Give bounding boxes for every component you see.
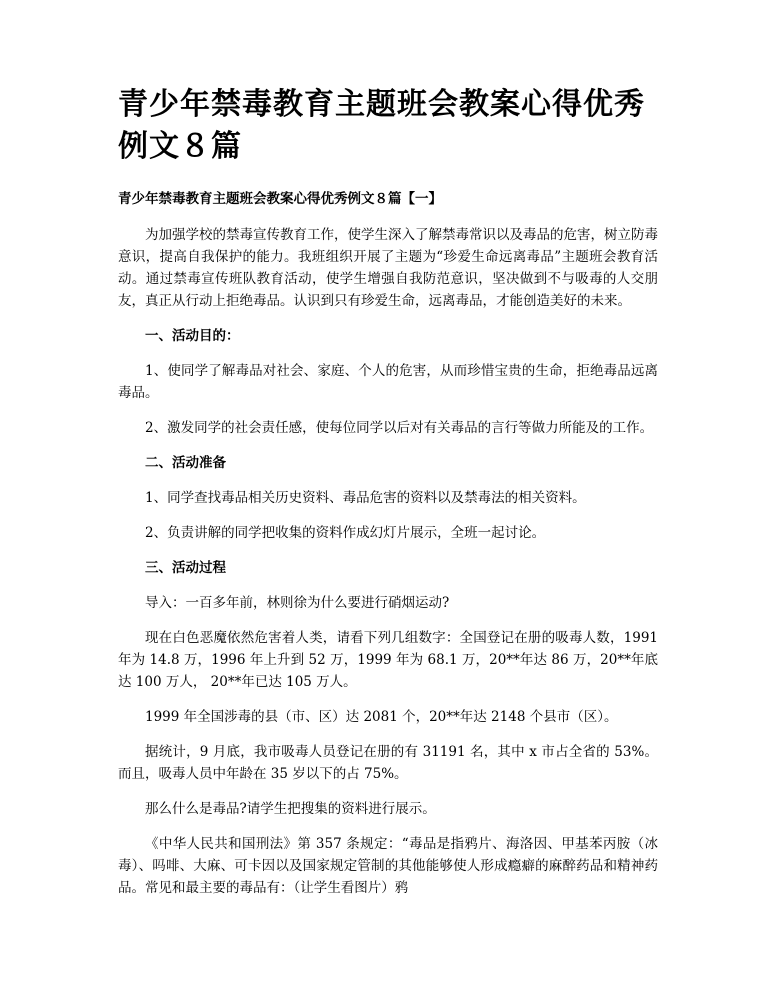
goal-paragraph-1: 1、使同学了解毒品对社会、家庭、个人的危害，从而珍惜宝贵的生命，拒绝毒品远离毒品。 xyxy=(118,363,658,401)
process-paragraph-3: 1999 年全国涉毒的县（市、区）达 2081 个，20**年达 2148 个县市（区）。 xyxy=(145,709,618,725)
process-paragraph-6: 《中华人民共和国刑法》第 357 条规定：“毒品是指鸦片、海洛因、甲基苯丙胺（冰毒）、吗啡、大麻、可卡因以及国家规定管制的其他能够使人形成瘾癖的麻醉药品和精神药品。常见和最主要的毒品有：（让学生看图片）鸦 xyxy=(118,836,658,896)
document-title: 青少年禁毒教育主题班会教案心得优秀例文８篇 xyxy=(118,87,645,164)
intro-paragraph: 为加强学校的禁毒宣传教育工作，使学生深入了解禁毒常识以及毒品的危害，树立防毒意识，提高自我保护的能力。我班组织开展了主题为“珍爱生命远离毒品”主题班会教育活动。通过禁毒宣传班队教育活动，使学生增强自我防范意识，坚决做到不与吸毒的人交朋友，真正从行动上拒绝毒品。认识到只有珍爱生命，远离毒品，才能创造美好的未来。 xyxy=(118,227,658,309)
process-paragraph-4: 据统计，9 月底，我市吸毒人员登记在册的有 31191 名，其中 x 市占全省的 53%。而且，吸毒人员中年龄在 35 岁以下的占 75%。 xyxy=(118,744,658,782)
prep-paragraph-2: 2、负责讲解的同学把收集的资料作成幻灯片展示，全班一起讨论。 xyxy=(145,525,546,541)
heading-activity-process: 三、活动过程 xyxy=(145,560,226,576)
heading-activity-preparation: 二、活动准备 xyxy=(145,455,226,471)
goal-paragraph-2: 2、激发同学的社会责任感，使每位同学以后对有关毒品的言行等做力所能及的工作。 xyxy=(145,420,654,436)
document-page xyxy=(118,84,658,912)
process-paragraph-2: 现在白色恶魔依然危害着人类，请看下列几组数字：全国登记在册的吸毒人数，1991 年为 14.8 万，1996 年上升到 52 万，1999 年为 68.1 万，20**年达 86 万，20**年底达 100 万人， 20**年已达 105 万人。 xyxy=(118,630,658,690)
process-paragraph-5: 那么什么是毒品?请学生把搜集的资料进行展示。 xyxy=(145,801,436,817)
prep-paragraph-1: 1、同学查找毒品相关历史资料、毒品危害的资料以及禁毒法的相关资料。 xyxy=(145,490,586,506)
section-title: 青少年禁毒教育主题班会教案心得优秀例文８篇【一】 xyxy=(118,191,442,207)
heading-activity-goals: 一、活动目的： xyxy=(145,328,240,344)
process-paragraph-1: 导入：一百多年前，林则徐为什么要进行硝烟运动? xyxy=(145,595,450,611)
